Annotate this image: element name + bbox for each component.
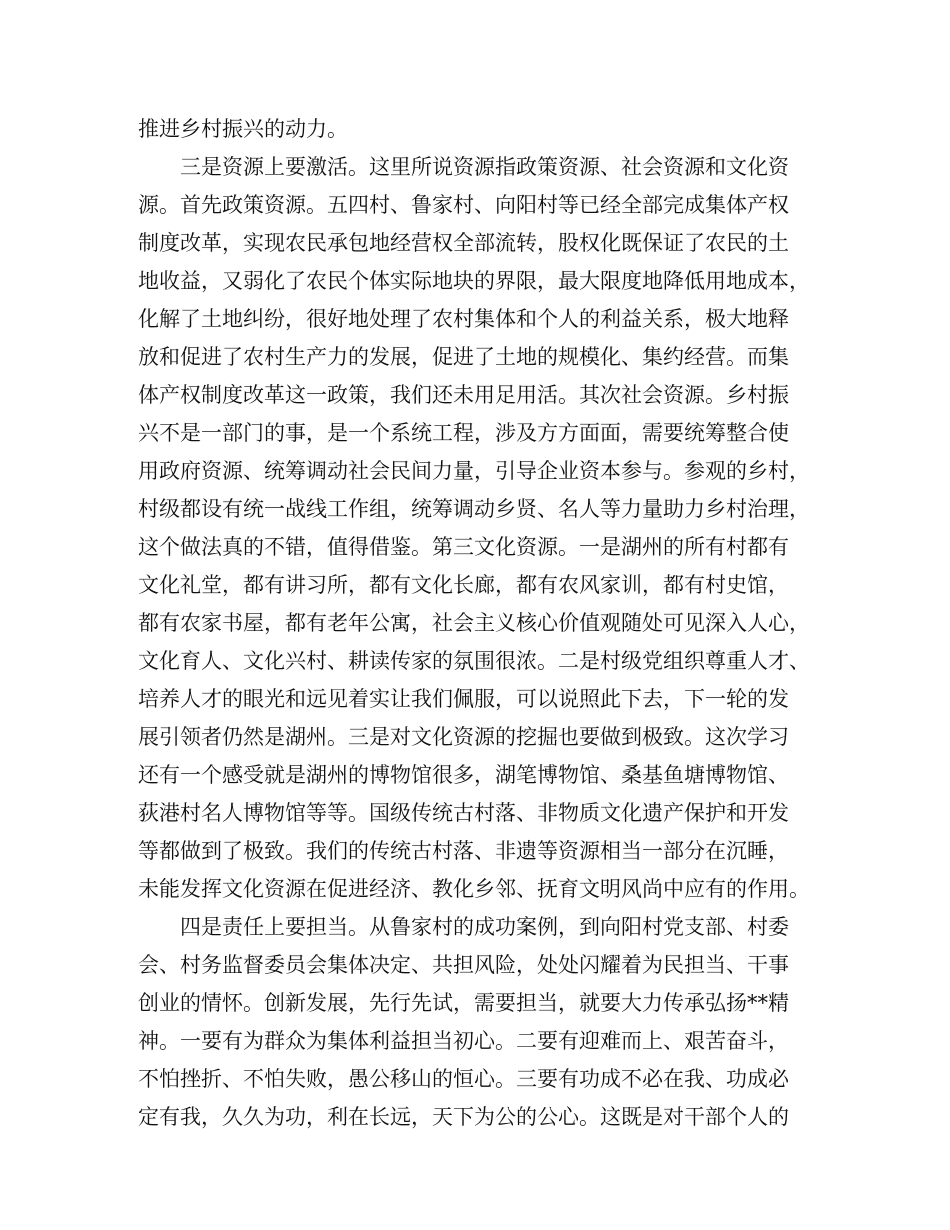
text-line-26: 不怕挫折、不怕失败，愚公移山的恒心。三要有功成不必在我、功成必: [138, 1067, 789, 1091]
text-line-1: 推进乡村振兴的动力。: [138, 117, 348, 141]
text-line-18: 还有一个感受就是湖州的博物馆很多，湖笔博物馆、桑基鱼塘博物馆、: [138, 763, 789, 787]
text-line-17: 展引领者仍然是湖州。三是对文化资源的挖掘也要做到极致。这次学习: [138, 725, 789, 749]
text-line-19: 荻港村名人博物馆等等。国级传统古村落、非物质文化遗产保护和开发: [138, 801, 789, 825]
text-line-6: 化解了土地纠纷，很好地处理了农村集体和个人的利益关系，极大地释: [138, 307, 789, 331]
text-line-24: 创业的情怀。创新发展，先行先试，需要担当，就要大力传承弘扬**精: [138, 991, 789, 1015]
text-line-8: 体产权制度改革这一政策，我们还未用足用活。其次社会资源。乡村振: [138, 383, 789, 407]
text-line-9: 兴不是一部门的事，是一个系统工程，涉及方方面面，需要统筹整合使: [138, 421, 789, 445]
text-line-25: 神。一要有为群众为集体利益担当初心。二要有迎难而上、艰苦奋斗，: [138, 1029, 789, 1053]
text-line-13: 文化礼堂，都有讲习所，都有文化长廊，都有农风家训，都有村史馆，: [138, 573, 789, 597]
paragraph-start-responsibility: 四是责任上要担当。从鲁家村的成功案例，到向阳村党支部、村委: [180, 915, 789, 939]
text-line-7: 放和促进了农村生产力的发展，促进了土地的规模化、集约经营。而集: [138, 345, 789, 369]
body-text: [138, 110, 828, 1136]
text-line-12: 这个做法真的不错，值得借鉴。第三文化资源。一是湖州的所有村都有: [138, 535, 789, 559]
text-line-5: 地收益，又弱化了农民个体实际地块的界限，最大限度地降低用地成本，: [138, 269, 810, 293]
text-line-27: 定有我，久久为功，利在长远，天下为公的公心。这既是对干部个人的: [138, 1105, 789, 1129]
text-line-20: 等都做到了极致。我们的传统古村落、非遗等资源相当一部分在沉睡，: [138, 839, 789, 863]
text-line-11: 村级都设有统一战线工作组，统筹调动乡贤、名人等力量助力乡村治理，: [138, 497, 810, 521]
text-line-4: 制度改革，实现农民承包地经营权全部流转，股权化既保证了农民的土: [138, 231, 789, 255]
text-line-16: 培养人才的眼光和远见着实让我们佩服，可以说照此下去，下一轮的发: [138, 687, 789, 711]
text-line-15: 文化育人、文化兴村、耕读传家的氛围很浓。二是村级党组织尊重人才、: [138, 649, 810, 673]
text-line-23: 会、村务监督委员会集体决定、共担风险，处处闪耀着为民担当、干事: [138, 953, 789, 977]
text-line-21: 未能发挥文化资源在促进经济、教化乡邻、抚育文明风尚中应有的作用。: [138, 877, 810, 901]
paragraph-start-resources: 三是资源上要激活。这里所说资源指政策资源、社会资源和文化资: [180, 155, 789, 179]
text-line-10: 用政府资源、统筹调动社会民间力量，引导企业资本参与。参观的乡村，: [138, 459, 810, 483]
text-line-3: 源。首先政策资源。五四村、鲁家村、向阳村等已经全部完成集体产权: [138, 193, 789, 217]
text-line-14: 都有农家书屋，都有老年公寓，社会主义核心价值观随处可见深入人心，: [138, 611, 810, 635]
